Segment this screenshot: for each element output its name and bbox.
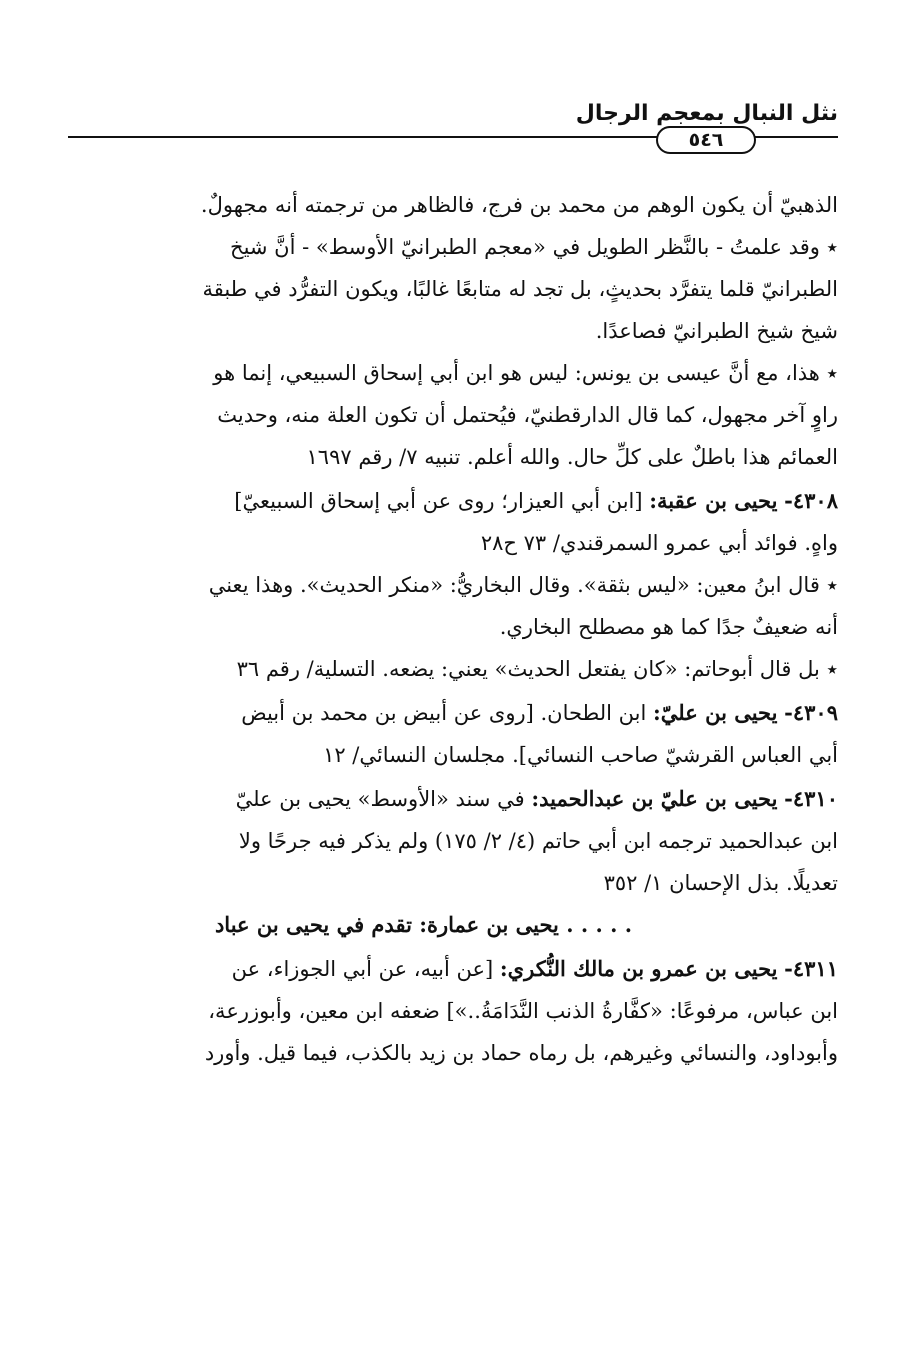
comment-line: ٭ قال ابنُ معين: «ليس بثقة». وقال البخاريُّ: «منكر الحديث». وهذا يعني <box>208 573 838 597</box>
body-line: الذهبيّ أن يكون الوهم من محمد بن فرج، فالظاهر من ترجمته أنه مجهولٌ. <box>200 193 838 217</box>
entry-text: [عن أبيه، عن أبي الجوزاء، عن <box>231 957 494 981</box>
entry-4311 <box>68 948 838 990</box>
body-line: العمائم هذا باطلٌ على كلِّ حال. والله أعلم. تنبيه ٧/ رقم ١٦٩٧ <box>306 445 838 469</box>
entry-number: ٤٣١١- <box>784 956 838 981</box>
page-header <box>68 96 838 156</box>
body-line: الطبرانيّ قلما يتفرَّد بحديثٍ، بل تجد له متابعًا غالبًا، ويكون التفرُّد في طبقة <box>202 277 838 301</box>
comment-line: أنه ضعيفٌ جدًا كما هو مصطلح البخاري. <box>499 615 838 639</box>
entry-continuation: وأبوداود، والنسائي وغيرهم، بل رماه حماد بن زيد بالكذب، فيما قيل. وأورد <box>204 1041 838 1065</box>
running-title: نثل النبال بمعجم الرجال <box>575 101 838 126</box>
entry-name: يحيى بن عليّ بن عبدالحميد: <box>531 786 778 811</box>
entry-continuation: ابن عباس، مرفوعًا: «كفَّارةُ الذنب النَّدَامَةُ..»] ضعفه ابن معين، وأبوزرعة، <box>208 999 838 1023</box>
entry-continuation: واهٍ. فوائد أبي عمرو السمرقندي/ ٧٣ ح٢٨ <box>480 531 838 555</box>
entry-text: ابن الطحان. [روى عن أبيض بن محمد بن أبيض <box>241 701 647 725</box>
body-line: راوٍ آخر مجهول، كما قال الدارقطنيّ، فيُحتمل أن تكون العلة منه، وحديث <box>217 403 838 427</box>
comment-line: ٭ بل قال أبوحاتم: «كان يفتعل الحديث» يعني: يضعه. التسلية/ رقم ٣٦ <box>236 657 838 681</box>
body-line: شيخ شيخ الطبرانيّ فصاعدًا. <box>595 319 838 343</box>
body-line: ٭ وقد علمتُ - بالنَّظر الطويل في «معجم الطبرانيّ الأوسط» - أنَّ شيخ <box>230 235 838 259</box>
entry-4310 <box>68 778 838 820</box>
entry-text: [ابن أبي العيزار؛ روى عن أبي إسحاق السبيعيّ] <box>234 489 643 513</box>
page-body <box>68 184 838 1074</box>
entry-number: ٤٣٠٩- <box>784 700 838 725</box>
entry-4309 <box>68 692 838 734</box>
body-line: ٭ هذا، مع أنَّ عيسى بن يونس: ليس هو ابن أبي إسحاق السبيعي، إنما هو <box>213 361 838 385</box>
cross-reference: . . . . . يحيى بن عمارة: تقدم في يحيى بن عباد <box>214 912 632 937</box>
entry-name: يحيى بن عليّ: <box>653 700 778 725</box>
entry-number: ٤٣١٠- <box>784 786 838 811</box>
entry-text: في سند «الأوسط» يحيى بن عليّ <box>235 787 525 811</box>
entry-4308 <box>68 480 838 522</box>
entry-name: يحيى بن عمرو بن مالك النُّكري: <box>499 956 778 981</box>
entry-continuation: تعديلًا. بذل الإحسان ١/ ٣٥٢ <box>603 871 838 895</box>
entry-number: ٤٣٠٨- <box>784 488 838 513</box>
page-number-badge: ٥٤٦ <box>656 126 756 154</box>
entry-continuation: ابن عبدالحميد ترجمه ابن أبي حاتم (٤/ ٢/ ١٧٥) ولم يذكر فيه جرحًا ولا <box>238 829 838 853</box>
entry-name: يحيى بن عقبة: <box>649 488 778 513</box>
entry-continuation: أبي العباس القرشيّ صاحب النسائي]. مجلسان النسائي/ ١٢ <box>323 743 838 767</box>
